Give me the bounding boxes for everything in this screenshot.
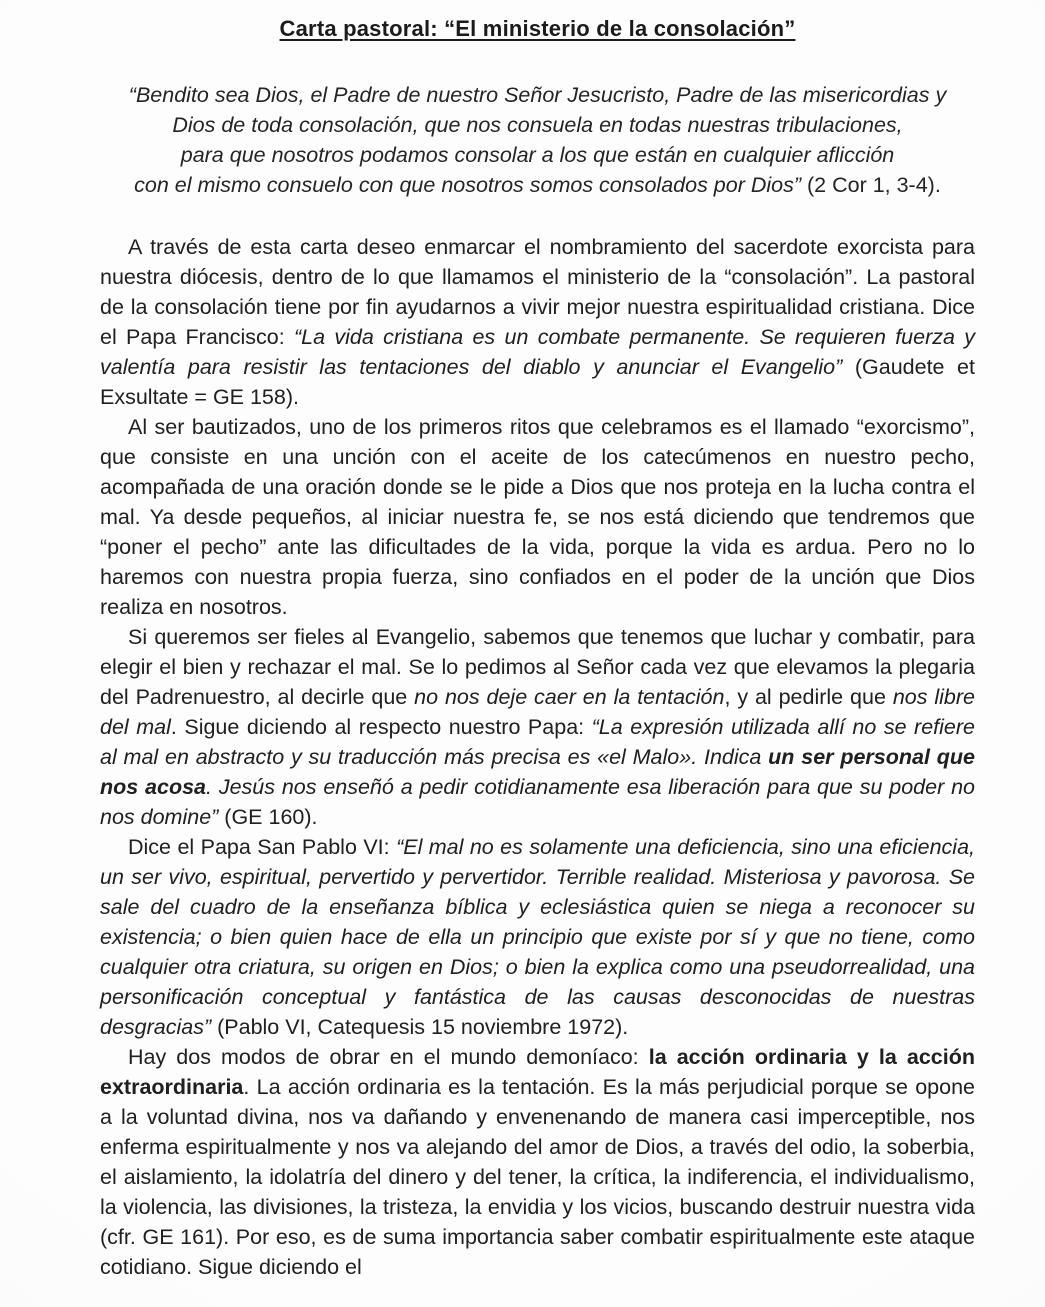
- text-segment: para que nosotros podamos consolar a los que están en cualquier aflicción: [180, 143, 895, 167]
- text-segment: (Gaudete et Exsultate = GE 158).: [100, 355, 975, 409]
- text-segment: Al ser bautizados, uno de los primeros ritos que celebramos es el llamado “exorcismo”, que consiste en una unción con el aceite de los catecúmenos en nuestro pecho, acompañada de una oración donde se le pide a Dios que nos proteja en la lucha contra el mal. Ya desde pequeños, al iniciar nuestra fe, se nos está diciendo que tendremos que “poner el pecho” ante las dificultades de la vida, porque la vida es ardua. Pero no lo haremos con nuestra propia fuerza, sino confiados en el poder de la unción que Dios realiza en nosotros.: [100, 415, 975, 619]
- document-body: [100, 232, 975, 1282]
- text-segment: “El mal no es solamente una deficiencia, sino una eficiencia, un ser vivo, espiritual, pervertido y pervertidor. Terrible realidad. Misteriosa y pavorosa. Se sale del cuadro de la enseñanza bíblica y eclesiástica quien se niega a reconocer su existencia; o bien quien hace de ella un principio que existe por sí y que no tiene, como cualquier otra criatura, su origen en Dios; o bien la explica como una pseudorrealidad, una personificación conceptual y fantástica de las causas desconocidas de nuestras desgracias”: [100, 835, 976, 1039]
- epigraph-line-1: [100, 80, 975, 110]
- text-segment: (2 Cor 1, 3-4).: [801, 173, 941, 197]
- paragraph-5: [100, 1042, 975, 1282]
- text-segment: nos libre del mal: [100, 685, 975, 739]
- text-segment: la acción ordinaria y la acción extraordinaria: [100, 1045, 975, 1099]
- text-segment: Dios de toda consolación, que nos consuela en todas nuestras tribulaciones,: [172, 113, 903, 137]
- epigraph-line-3: [100, 140, 975, 170]
- paragraph-3: [100, 622, 975, 832]
- text-segment: . La acción ordinaria es la tentación. Es la más perjudicial porque se opone a la voluntad divina, nos va dañando y envenenando de manera casi imperceptible, nos enferma espiritualmente y nos va alejando del amor de Dios, a través del odio, la soberbia, el aislamiento, la idolatría del dinero y del tener, la crítica, la indiferencia, el individualismo, la violencia, las divisiones, la tristeza, la envidia y los vicios, buscando destruir nuestra vida (cfr. GE 161). Por eso, es de suma importancia saber combatir espiritualmente este ataque cotidiano. Sigue diciendo el: [100, 1075, 975, 1279]
- text-segment: no nos deje caer en la tentación: [414, 685, 725, 709]
- paragraph-4: [100, 832, 975, 1042]
- epigraph-quote: [100, 80, 975, 200]
- epigraph-line-4: [100, 170, 975, 200]
- paragraph-1: [100, 232, 975, 412]
- text-segment: con el mismo consuelo con que nosotros somos consolados por Dios”: [134, 173, 802, 197]
- text-segment: un ser personal que nos acosa: [100, 745, 975, 799]
- text-segment: (Pablo VI, Catequesis 15 noviembre 1972).: [211, 1015, 629, 1039]
- text-segment: A través de esta carta deseo enmarcar el nombramiento del sacerdote exorcista para nuestra diócesis, dentro de lo que llamamos el ministerio de la “consolación”. La pastoral de la consolación tiene por fin ayudarnos a vivir mejor nuestra espiritualidad cristiana. Dice el Papa Francisco:: [100, 235, 975, 349]
- text-segment: Si queremos ser fieles al Evangelio, sabemos que tenemos que luchar y combatir, para elegir el bien y rechazar el mal. Se lo pedimos al Señor cada vez que elevamos la plegaria del Padrenuestro, al decirle que: [100, 625, 975, 709]
- text-segment: Hay dos modos de obrar en el mundo demoníaco:: [128, 1045, 649, 1069]
- text-segment: “Bendito sea Dios, el Padre de nuestro Señor Jesucristo, Padre de las misericordias y: [128, 83, 947, 107]
- text-segment: . Jesús nos enseñó a pedir cotidianamente esa liberación para que su poder no nos domine”: [100, 775, 975, 829]
- document-title: Carta pastoral: “El ministerio de la consolación”: [279, 16, 796, 41]
- paragraph-2: [100, 412, 975, 622]
- text-segment: “La vida cristiana es un combate permanente. Se requieren fuerza y valentía para resistir las tentaciones del diablo y anunciar el Evangelio”: [100, 325, 975, 379]
- text-segment: , y al pedirle que: [724, 685, 893, 709]
- text-segment: “La expresión utilizada allí no se refiere al mal en abstracto y su traducción más precisa es «el Malo». Indica: [100, 715, 975, 769]
- epigraph-line-2: [100, 110, 975, 140]
- text-segment: . Sigue diciendo al respecto nuestro Papa:: [170, 715, 592, 739]
- text-segment: Dice el Papa San Pablo VI:: [128, 835, 397, 859]
- text-segment: (GE 160).: [218, 805, 318, 829]
